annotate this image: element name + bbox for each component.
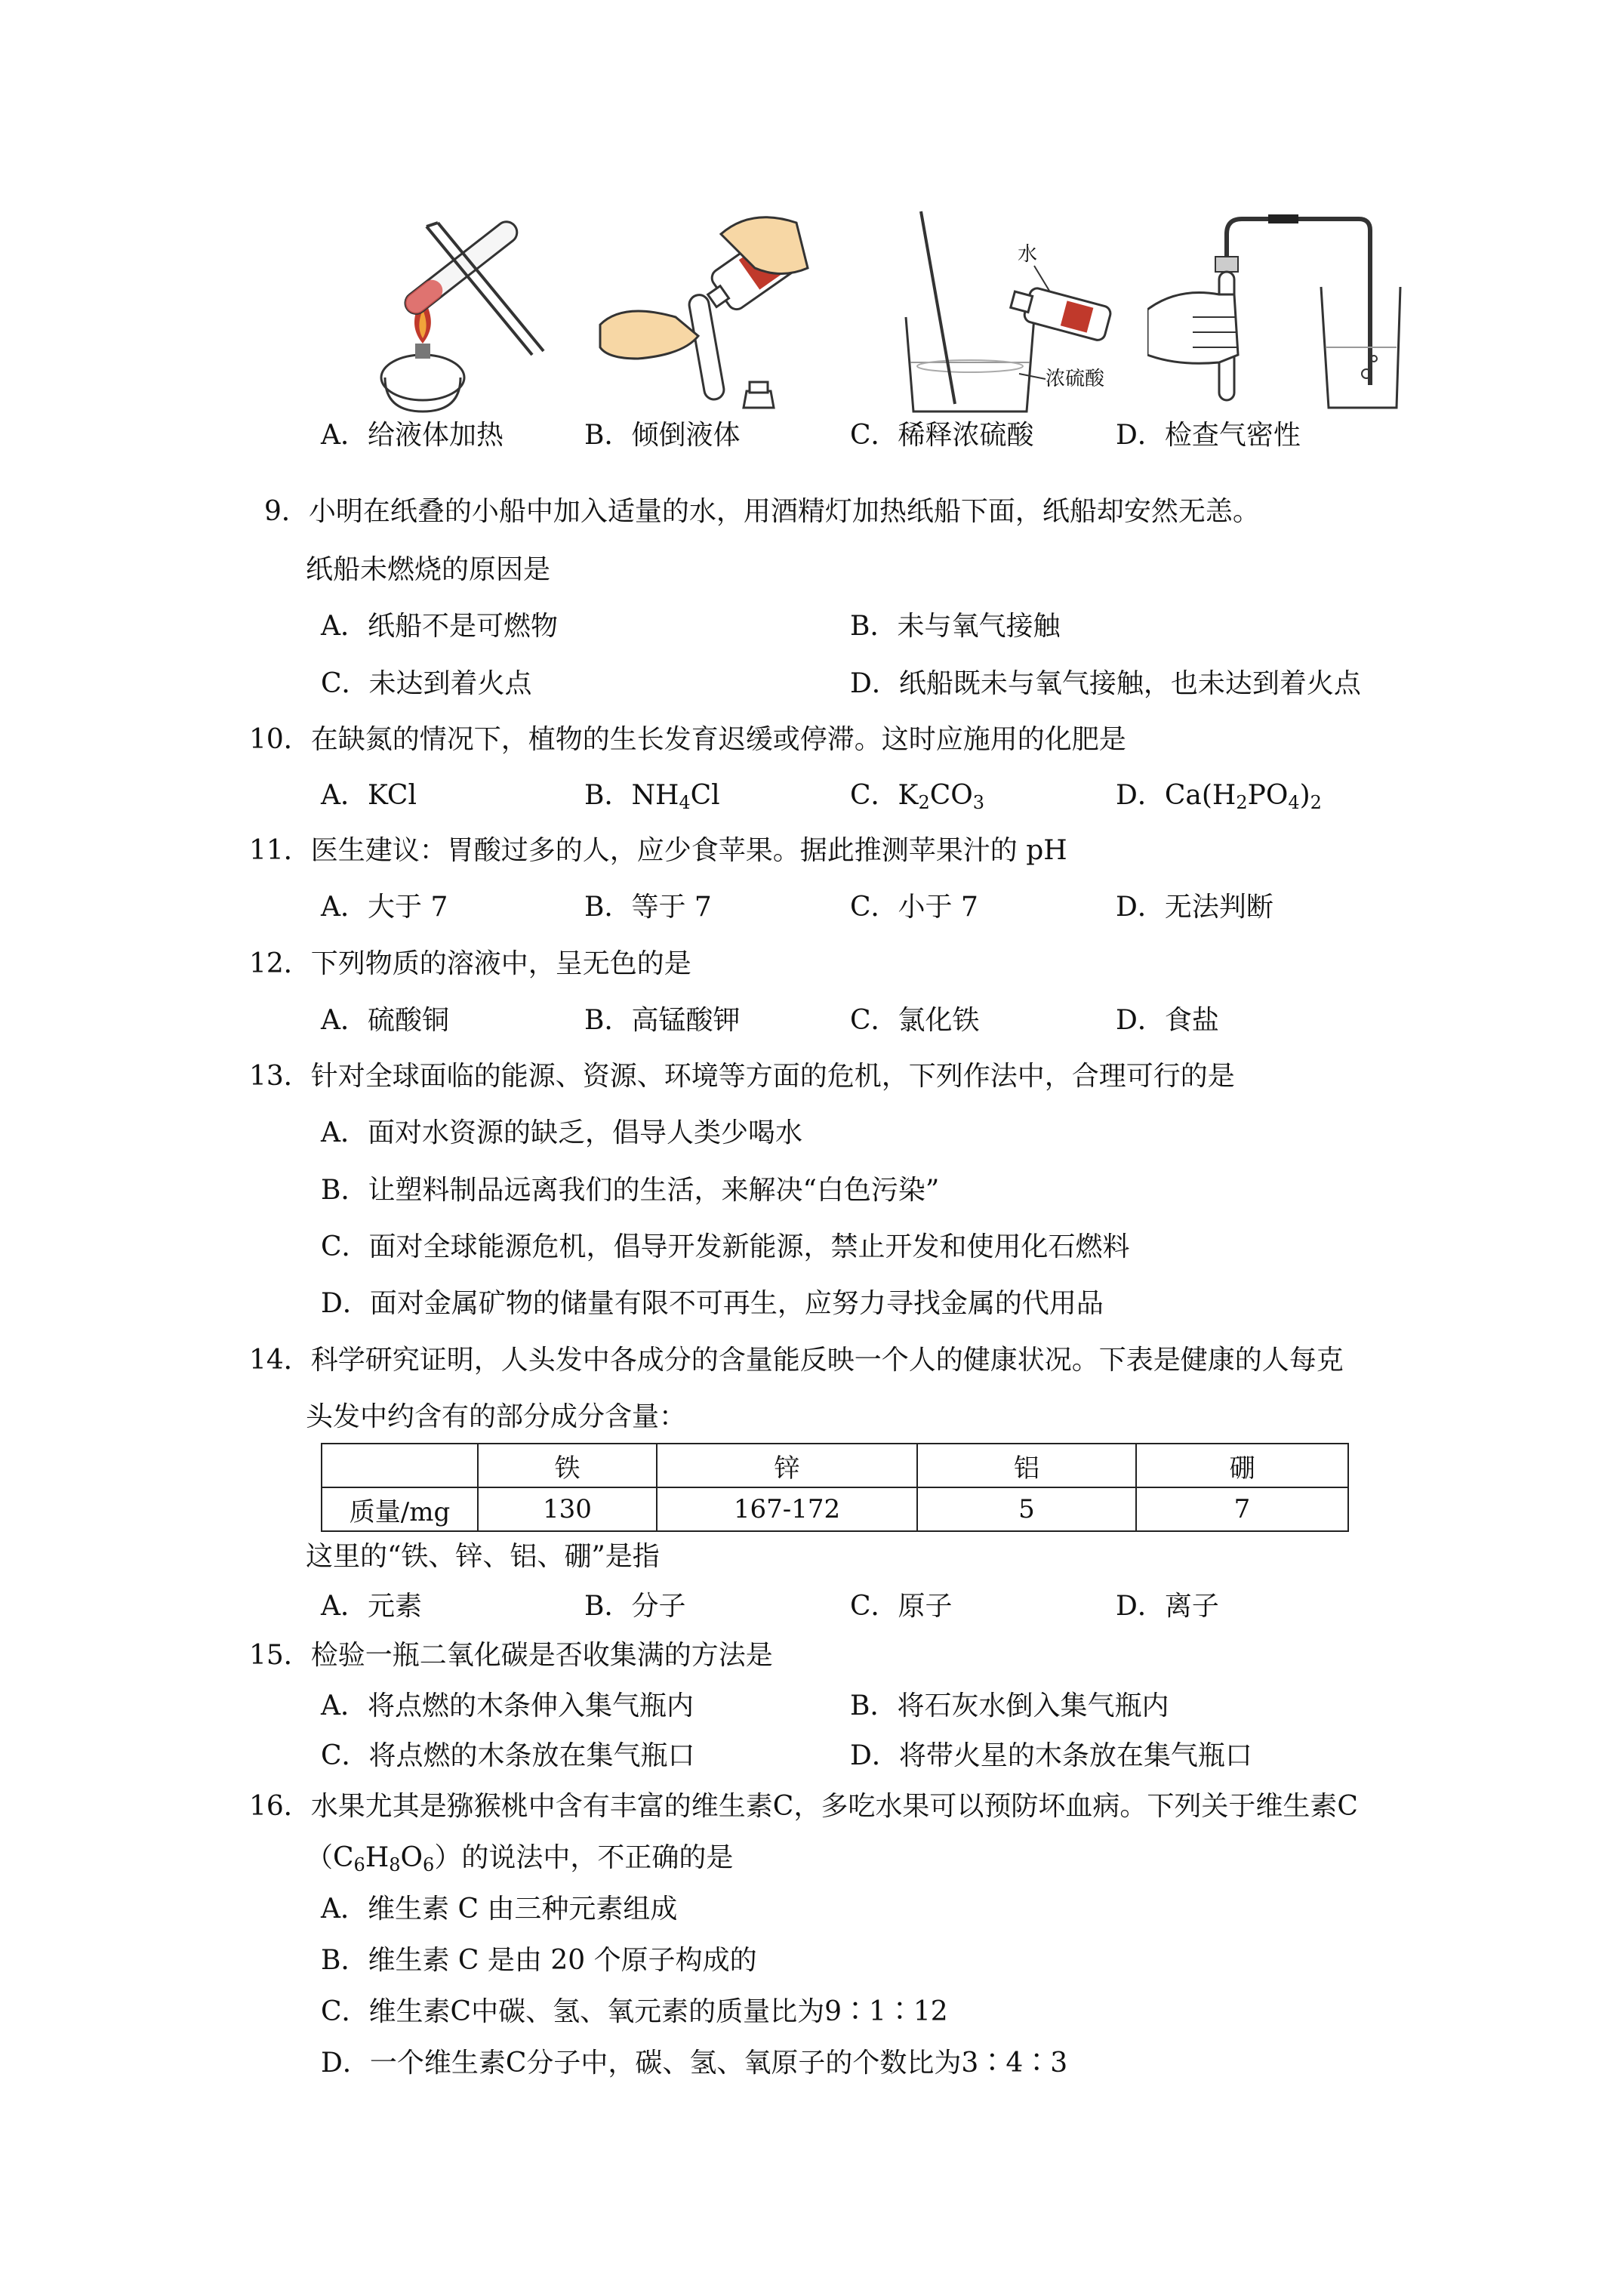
q16-stem-line2: $(C_6H_8O_6)$的说法中，不正确的是 (306, 1842, 734, 1875)
water-label: 水 (1018, 243, 1038, 266)
q10-option-a: A．KCl (321, 780, 417, 811)
q15-stem: 15．检验一瓶二氧化碳是否收集满的方法是 (249, 1640, 773, 1671)
table-header-row (322, 1444, 1348, 1487)
pouring-liquid-figure (593, 204, 819, 423)
q12-option-c: C．氯化铁 (850, 1005, 980, 1036)
table-cell: 130 (478, 1487, 657, 1531)
q16-option-b: B．维生素 C 是由 20 个原子构成的 (321, 1945, 757, 1976)
q15-option-a: A．将点燃的木条伸入集气瓶内 (321, 1690, 694, 1721)
q11-option-d: D．无法判断 (1116, 892, 1273, 923)
lab-figures (287, 204, 1404, 423)
acid-label: 浓硫酸 (1046, 368, 1105, 390)
q14-option-b: B．分子 (584, 1591, 686, 1622)
dilute-acid-figure (891, 204, 1140, 423)
q16-option-d: D．一个维生素C分子中，碳、氢、氧原子的个数比为3∶4∶3 (321, 2048, 1068, 2079)
q16-option-c: C．维生素C中碳、氢、氧元素的质量比为9∶1∶12 (321, 1996, 948, 2027)
q12-option-a: A．硫酸铜 (321, 1005, 449, 1036)
q14-option-c: C．原子 (850, 1591, 953, 1622)
q14-stem-line1: 14．科学研究证明，人头发中各成分的含量能反映一个人的健康状况。下表是健康的人每克 (249, 1345, 1344, 1376)
table-cell: 7 (1136, 1487, 1348, 1531)
table-cell (322, 1444, 478, 1487)
q14-stem-line2: 头发中约含有的部分成分含量： (306, 1401, 687, 1432)
q11-option-c: C．小于 7 (850, 892, 978, 923)
figure-label-a: A．给液体加热 (321, 420, 504, 451)
table-row (322, 1487, 1348, 1531)
q13-option-c: C．面对全球能源危机，倡导开发新能源，禁止开发和使用化石燃料 (321, 1231, 1130, 1262)
q10-stem: 10．在缺氮的情况下，植物的生长发育迟缓或停滞。这时应施用的化肥是 (249, 724, 1126, 755)
airtightness-figure (1147, 204, 1404, 423)
q9-stem-line2: 纸船未燃烧的原因是 (306, 554, 551, 585)
figure-label-d: D．检查气密性 (1116, 420, 1301, 451)
q12-option-b: B．高锰酸钾 (584, 1005, 741, 1036)
q10-option-b: B．$NH_4Cl$ (584, 780, 720, 813)
q16-option-a: A．维生素 C 由三种元素组成 (321, 1894, 678, 1925)
q11-option-a: A．大于 7 (321, 892, 448, 923)
figure-label-b: B．倾倒液体 (584, 420, 741, 451)
q9-option-c: C．未达到着火点 (321, 668, 532, 699)
figure-label-c: C．稀释浓硫酸 (850, 420, 1034, 451)
table-cell: 167-172 (657, 1487, 917, 1531)
q10-option-d: D．$Ca(H_2PO_4)_2$ (1116, 780, 1322, 813)
q13-option-a: A．面对水资源的缺乏，倡导人类少喝水 (321, 1117, 802, 1148)
hair-content-table (321, 1443, 1349, 1532)
q9-option-b: B．未与氧气接触 (850, 611, 1061, 642)
q15-option-c: C．将点燃的木条放在集气瓶口 (321, 1740, 695, 1771)
q13-option-d: D．面对金属矿物的储量有限不可再生，应努力寻找金属的代用品 (321, 1288, 1104, 1319)
q15-option-d: D．将带火星的木条放在集气瓶口 (850, 1740, 1252, 1771)
q14-stem-line3: 这里的“铁、锌、铝、硼”是指 (306, 1541, 660, 1572)
q9-option-d: D．纸船既未与氧气接触，也未达到着火点 (850, 668, 1361, 699)
q9-option-a: A．纸船不是可燃物 (321, 611, 558, 642)
q12-option-d: D．食盐 (1116, 1005, 1219, 1036)
q15-option-b: B．将石灰水倒入集气瓶内 (850, 1690, 1169, 1721)
q14-option-d: D．离子 (1116, 1591, 1219, 1622)
q10-option-c: C．$K_2CO_3$ (850, 780, 985, 813)
heating-liquid-figure (355, 204, 551, 423)
table-cell: 硼 (1136, 1444, 1348, 1487)
q14-option-a: A．元素 (321, 1591, 422, 1622)
q9-stem-line1: 9．小明在纸叠的小船中加入适量的水，用酒精灯加热纸船下面，纸船却安然无恙。 (264, 496, 1260, 527)
q16-stem-line1: 16．水果尤其是猕猴桃中含有丰富的维生素C，多吃水果可以预防坏血病。下列关于维生素C (249, 1791, 1358, 1822)
table-cell: 5 (917, 1487, 1136, 1531)
q13-stem: 13．针对全球面临的能源、资源、环境等方面的危机，下列作法中，合理可行的是 (249, 1061, 1235, 1092)
table-cell: 铁 (478, 1444, 657, 1487)
table-cell: 铝 (917, 1444, 1136, 1487)
q12-stem: 12．下列物质的溶液中，呈无色的是 (249, 948, 691, 979)
table-cell: 质量/mg (322, 1487, 478, 1531)
q11-stem: 11．医生建议：胃酸过多的人，应少食苹果。据此推测苹果汁的 pH (249, 835, 1067, 866)
table-cell: 锌 (657, 1444, 917, 1487)
q11-option-b: B．等于 7 (584, 892, 712, 923)
q13-option-b: B．让塑料制品远离我们的生活，来解决“白色污染” (321, 1175, 940, 1206)
